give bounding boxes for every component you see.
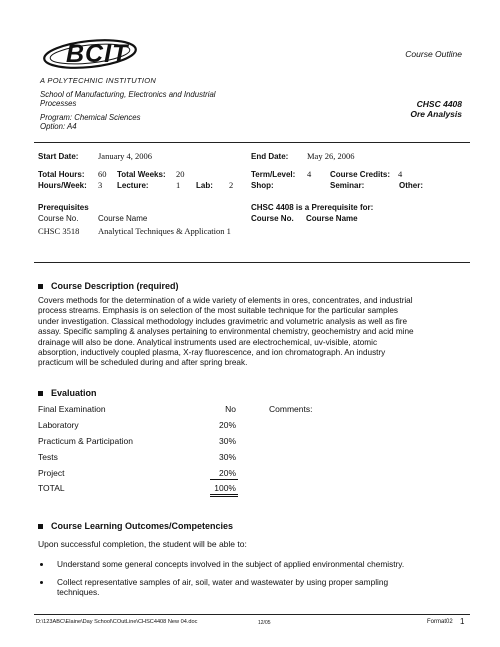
prereq-course-name-header: Course Name xyxy=(98,214,148,223)
lecture-value: 1 xyxy=(176,180,181,190)
bullet-icon xyxy=(40,581,43,584)
divider xyxy=(34,262,470,263)
term-level-label: Term/Level: xyxy=(251,170,296,179)
description-line: under investigation. Classical methodology includes gravimetric and volumetric analysis as well as fire xyxy=(38,316,408,326)
evaluation-value: 20% xyxy=(218,468,236,478)
evaluation-heading xyxy=(38,388,97,398)
course-description-text xyxy=(38,296,478,369)
hours-week-label: Hours/Week: xyxy=(38,181,87,190)
lab-value: 2 xyxy=(229,180,234,190)
description-line: Covers methods for the determination of a wide variety of elements in ores, concentrates, and industrial xyxy=(38,296,413,305)
description-line: assay. Specific sampling & analyses pertaining to environmental chemistry, geochemistry and acid mine xyxy=(38,327,414,337)
description-line: drainage will also be done. Analytical instruments used are electrochemical, uv-visible, atomic xyxy=(38,337,378,347)
page-number: 1 xyxy=(460,617,465,626)
logo-wordmark: BCIT xyxy=(66,40,129,68)
prereq-course-no-header: Course No. xyxy=(38,214,79,223)
footer-divider xyxy=(34,614,470,615)
end-date-value: May 26, 2006 xyxy=(307,151,355,161)
option-line: Option: A4 xyxy=(40,122,77,131)
start-date-label: Start Date: xyxy=(38,152,79,161)
course-description-heading xyxy=(38,281,179,291)
prereq-course-no: CHSC 3518 xyxy=(38,226,80,236)
evaluation-label: Final Examination xyxy=(38,404,106,414)
prerequisites-title: Prerequisites xyxy=(38,203,89,212)
course-code: CHSC 4408 xyxy=(416,99,462,109)
section-bullet-icon xyxy=(38,284,43,289)
prereq-course-name: Analytical Techniques & Application 1 xyxy=(98,226,231,236)
course-credits-label: Course Credits: xyxy=(330,170,391,179)
footer-format: Format02 xyxy=(427,619,453,625)
other-label: Other: xyxy=(399,181,423,190)
institution-tagline: A POLYTECHNIC INSTITUTION xyxy=(40,76,157,85)
program-line: Program: Chemical Sciences xyxy=(40,113,141,122)
description-line: process streams. Emphasis is on selection of the most suitable technique for the particular samples xyxy=(38,306,398,316)
school-line-2: Processes xyxy=(40,99,77,108)
outcome-item-continuation: techniques. xyxy=(57,587,100,597)
evaluation-label: Tests xyxy=(38,452,58,462)
divider xyxy=(34,142,470,143)
start-date-value: January 4, 2006 xyxy=(98,151,153,161)
evaluation-value: 20% xyxy=(218,420,236,430)
prereq-for-course-no-header: Course No. xyxy=(251,214,294,223)
hours-week-value: 3 xyxy=(98,180,103,190)
section-bullet-icon xyxy=(38,391,43,396)
evaluation-heading-text: Evaluation xyxy=(51,388,97,398)
description-line: absorption, inductively coupled plasma, X-ray fluorescence, and ion chromatograph. An industry xyxy=(38,348,386,358)
outcomes-heading xyxy=(38,521,233,531)
seminar-label: Seminar: xyxy=(330,181,365,190)
evaluation-value: 30% xyxy=(218,436,236,446)
prereq-for-course-name-header: Course Name xyxy=(306,214,358,223)
course-credits-value: 4 xyxy=(398,169,403,179)
evaluation-total-label: TOTAL xyxy=(38,483,65,493)
lecture-label: Lecture: xyxy=(117,181,149,190)
evaluation-value: No xyxy=(225,404,236,414)
document-type: Course Outline xyxy=(405,49,462,59)
comments-label: Comments: xyxy=(269,404,313,414)
term-level-value: 4 xyxy=(307,169,312,179)
outcome-item: Collect representative samples of air, soil, water and wastewater by using proper sampling xyxy=(57,577,389,587)
total-rule xyxy=(210,479,238,480)
shop-label: Shop: xyxy=(251,181,274,190)
evaluation-label: Practicum & Participation xyxy=(38,436,133,446)
evaluation-total-value: 100% xyxy=(214,483,236,493)
lab-label: Lab: xyxy=(196,181,213,190)
outcomes-intro: Upon successful completion, the student will be able to: xyxy=(38,539,247,549)
total-double-rule xyxy=(210,494,238,497)
course-title: Ore Analysis xyxy=(410,109,462,119)
evaluation-label: Project xyxy=(38,468,65,478)
evaluation-label: Laboratory xyxy=(38,420,79,430)
footer-file-path: D:\123ABC\Elaine\Day School\COutLine\CHSC4408 New 04.doc xyxy=(36,619,198,625)
course-description-heading-text: Course Description (required) xyxy=(51,281,179,291)
footer-code: 12/05 xyxy=(258,620,271,626)
section-bullet-icon xyxy=(38,524,43,529)
total-hours-label: Total Hours: xyxy=(38,170,85,179)
end-date-label: End Date: xyxy=(251,152,289,161)
bcit-logo xyxy=(40,34,146,74)
school-line-1: School of Manufacturing, Electronics and Industrial xyxy=(40,90,216,99)
total-weeks-label: Total Weeks: xyxy=(117,170,166,179)
prerequisite-for-title: CHSC 4408 is a Prerequisite for: xyxy=(251,203,374,212)
evaluation-value: 30% xyxy=(218,452,236,462)
description-line: practicum will be scheduled during and after spring break. xyxy=(38,358,248,368)
outcomes-heading-text: Course Learning Outcomes/Competencies xyxy=(51,521,234,531)
total-weeks-value: 20 xyxy=(176,169,185,179)
bullet-icon xyxy=(40,563,43,566)
total-hours-value: 60 xyxy=(98,169,107,179)
outcome-item: Understand some general concepts involved in the subject of applied environmental chemistry. xyxy=(57,559,405,569)
